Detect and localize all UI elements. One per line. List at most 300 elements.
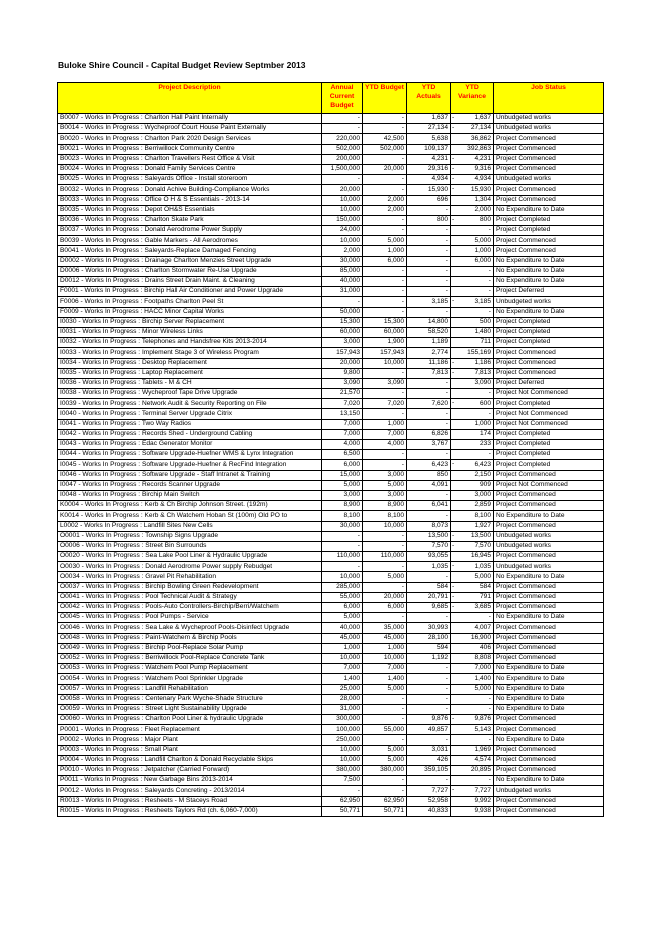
table-row: [58, 317, 604, 327]
table-row: [58, 674, 604, 684]
ytd-variance-cell: [451, 531, 494, 541]
variance-value: 791: [479, 593, 491, 601]
variance-value: 16,945: [470, 552, 491, 560]
project-description-cell: P0012 - Works In Progress : Saleyards Concreting - 2013/2014: [58, 786, 322, 796]
variance-value: 584: [479, 582, 491, 590]
table-row: [58, 776, 604, 786]
ytd-budget-cell: -: [363, 715, 407, 725]
project-description-cell: I0034 - Works In Progress : Desktop Replacement: [58, 358, 322, 368]
table-row: [58, 164, 604, 174]
annual-budget-cell: 20,000: [322, 358, 363, 368]
annual-budget-cell: 1,500,000: [322, 164, 363, 174]
ytd-variance-cell: [451, 674, 494, 684]
job-status-cell: Unbudgeted works: [494, 297, 604, 307]
ytd-variance-cell: [451, 623, 494, 633]
annual-budget-cell: 10,000: [322, 755, 363, 765]
project-description-cell: B0032 - Works In Progress : Donald Achive Building-Compliance Works: [58, 185, 322, 195]
table-row: [58, 266, 604, 276]
job-status-cell: No Expenditure to Date: [494, 704, 604, 714]
annual-budget-cell: 31,000: [322, 704, 363, 714]
ytd-budget-cell: -: [363, 175, 407, 185]
ytd-budget-cell: 7,020: [363, 399, 407, 409]
table-row: [58, 236, 604, 246]
job-status-cell: No Expenditure to Date: [494, 266, 604, 276]
ytd-budget-cell: 42,500: [363, 134, 407, 144]
annual-budget-cell: 10,000: [322, 236, 363, 246]
ytd-variance-cell: [451, 358, 494, 368]
ytd-budget-cell: 50,771: [363, 806, 407, 816]
variance-sign: -: [452, 185, 455, 193]
variance-value: 2,150: [474, 470, 491, 478]
ytd-actuals-cell: 58,520: [407, 327, 451, 337]
variance-value: 174: [479, 430, 491, 438]
job-status-cell: No Expenditure to Date: [494, 511, 604, 521]
project-description-cell: F0009 - Works In Progress : HACC Minor Capital Works: [58, 307, 322, 317]
project-description-cell: O0020 - Works In Progress : Sea Lake Pool Liner & Hydraulic Upgrade: [58, 552, 322, 562]
ytd-budget-cell: 7,000: [363, 429, 407, 439]
job-status-cell: Project Commenced: [494, 236, 604, 246]
job-status-cell: Project Commenced: [494, 185, 604, 195]
annual-budget-cell: 10,000: [322, 653, 363, 663]
ytd-variance-cell: [451, 735, 494, 745]
ytd-actuals-cell: -: [407, 389, 451, 399]
ytd-variance-cell: [451, 776, 494, 786]
annual-budget-cell: 157,943: [322, 348, 363, 358]
variance-value: 711: [480, 338, 491, 346]
table-row: [58, 358, 604, 368]
variance-value: 9,876: [474, 715, 491, 723]
project-description-cell: O0053 - Works In Progress : Watchem Pool Pump Replacement: [58, 664, 322, 674]
ytd-actuals-cell: -: [407, 776, 451, 786]
job-status-cell: No Expenditure to Date: [494, 256, 604, 266]
project-description-cell: O0059 - Works In Progress : Street Light Sustainability Upgrade: [58, 704, 322, 714]
job-status-cell: Unbudgeted works: [494, 562, 604, 572]
header-job-status: Job Status: [494, 83, 604, 114]
header-row: [58, 83, 604, 114]
job-status-cell: No Expenditure to Date: [494, 613, 604, 623]
project-description-cell: O0046 - Works In Progress : Sea Lake & Wycheproof Pools-Disinfect Upgrade: [58, 623, 322, 633]
job-status-cell: Project Not Commenced: [494, 389, 604, 399]
variance-value: 15,930: [470, 185, 491, 193]
table-row: [58, 541, 604, 551]
ytd-variance-cell: [451, 786, 494, 796]
job-status-cell: Project Commenced: [494, 603, 604, 613]
ytd-budget-cell: -: [363, 277, 407, 287]
project-description-cell: I0035 - Works In Progress : Laptop Replacement: [58, 368, 322, 378]
variance-value: 7,570: [474, 542, 491, 550]
ytd-budget-cell: -: [363, 215, 407, 225]
ytd-actuals-cell: 13,500: [407, 531, 451, 541]
variance-value: 5,000: [474, 684, 491, 692]
table-row: [58, 195, 604, 205]
variance-value: 5,000: [474, 572, 491, 580]
variance-value: 4,574: [474, 756, 491, 764]
annual-budget-cell: 7,000: [322, 429, 363, 439]
job-status-cell: Project Completed: [494, 338, 604, 348]
table-row: [58, 664, 604, 674]
project-description-cell: B0021 - Works In Progress : Berriwillock Community Centre: [58, 144, 322, 154]
variance-value: 1,637: [474, 114, 491, 122]
annual-budget-cell: 15,000: [322, 470, 363, 480]
annual-budget-cell: 10,000: [322, 572, 363, 582]
job-status-cell: Unbudgeted works: [494, 531, 604, 541]
variance-value: 5,000: [474, 236, 491, 244]
job-status-cell: Project Commenced: [494, 552, 604, 562]
ytd-variance-cell: [451, 643, 494, 653]
job-status-cell: Project Commenced: [494, 806, 604, 816]
ytd-budget-cell: -: [363, 450, 407, 460]
variance-value: 1,186: [474, 358, 491, 366]
annual-budget-cell: 250,000: [322, 735, 363, 745]
ytd-variance-cell: [451, 307, 494, 317]
project-description-cell: B0025 - Works In Progress : Saleyards Office - Install storeroom: [58, 175, 322, 185]
ytd-variance-cell: [451, 450, 494, 460]
project-description-cell: B0020 - Works In Progress : Charlton Park 2020 Design Services: [58, 134, 322, 144]
project-description-cell: O0034 - Works In Progress : Gravel Pit Rehabilitation: [58, 572, 322, 582]
annual-budget-cell: 3,000: [322, 338, 363, 348]
variance-value: 392,863: [467, 144, 491, 152]
ytd-variance-cell: [451, 745, 494, 755]
ytd-budget-cell: -: [363, 114, 407, 124]
ytd-budget-cell: 62,950: [363, 796, 407, 806]
table-row: [58, 144, 604, 154]
job-status-cell: Unbudgeted works: [494, 124, 604, 134]
table-row: [58, 715, 604, 725]
ytd-actuals-cell: 4,091: [407, 480, 451, 490]
annual-budget-cell: -: [322, 541, 363, 551]
ytd-budget-cell: 5,000: [363, 684, 407, 694]
ytd-variance-cell: [451, 490, 494, 500]
variance-value: 16,900: [470, 633, 491, 641]
ytd-budget-cell: -: [363, 287, 407, 297]
variance-value: 2,859: [474, 501, 491, 509]
ytd-variance-cell: [451, 521, 494, 531]
job-status-cell: No Expenditure to Date: [494, 664, 604, 674]
job-status-cell: Project Commenced: [494, 358, 604, 368]
table-row: [58, 796, 604, 806]
table-row: [58, 399, 604, 409]
annual-budget-cell: 10,000: [322, 205, 363, 215]
ytd-budget-cell: 8,900: [363, 501, 407, 511]
ytd-variance-cell: [451, 246, 494, 256]
ytd-actuals-cell: -: [407, 307, 451, 317]
header-ytd-actuals: YTD Actuals: [407, 83, 451, 114]
table-row: [58, 786, 604, 796]
ytd-variance-cell: [451, 134, 494, 144]
table-row: [58, 704, 604, 714]
ytd-budget-cell: 8,100: [363, 511, 407, 521]
table-row: [58, 389, 604, 399]
annual-budget-cell: -: [322, 531, 363, 541]
variance-value: 9,316: [474, 165, 491, 173]
header-ytd-budget: YTD Budget: [363, 83, 407, 114]
ytd-variance-cell: [451, 501, 494, 511]
ytd-variance-cell: [451, 633, 494, 643]
annual-budget-cell: 20,000: [322, 185, 363, 195]
annual-budget-cell: -: [322, 114, 363, 124]
table-row: [58, 429, 604, 439]
annual-budget-cell: 7,000: [322, 419, 363, 429]
ytd-budget-cell: 35,000: [363, 623, 407, 633]
annual-budget-cell: -: [322, 175, 363, 185]
ytd-actuals-cell: 1,637: [407, 114, 451, 124]
annual-budget-cell: 6,000: [322, 603, 363, 613]
ytd-budget-cell: -: [363, 735, 407, 745]
table-row: [58, 766, 604, 776]
table-row: [58, 470, 604, 480]
project-description-cell: O0052 - Works In Progress : Berriwillock Pool-Replace Concrete Tank: [58, 653, 322, 663]
ytd-variance-cell: [451, 195, 494, 205]
annual-budget-cell: 24,000: [322, 226, 363, 236]
ytd-actuals-cell: 93,055: [407, 552, 451, 562]
job-status-cell: No Expenditure to Date: [494, 205, 604, 215]
table-row: [58, 684, 604, 694]
table-row: [58, 552, 604, 562]
ytd-actuals-cell: -: [407, 287, 451, 297]
annual-budget-cell: 6,500: [322, 450, 363, 460]
ytd-budget-cell: -: [363, 124, 407, 134]
ytd-variance-cell: [451, 114, 494, 124]
ytd-variance-cell: [451, 766, 494, 776]
ytd-actuals-cell: 7,620: [407, 399, 451, 409]
variance-value: 36,862: [470, 134, 491, 142]
variance-value: -: [488, 705, 491, 713]
project-description-cell: O0045 - Works In Progress : Pool Pumps - Service: [58, 613, 322, 623]
ytd-budget-cell: -: [363, 307, 407, 317]
ytd-variance-cell: [451, 175, 494, 185]
job-status-cell: Unbudgeted works: [494, 541, 604, 551]
table-row: [58, 175, 604, 185]
ytd-actuals-cell: 3,185: [407, 297, 451, 307]
variance-value: 1,000: [474, 246, 491, 254]
table-row: [58, 226, 604, 236]
job-status-cell: Unbudgeted works: [494, 175, 604, 185]
project-description-cell: I0033 - Works In Progress : Implement Stage 3 of Wireless Program: [58, 348, 322, 358]
ytd-actuals-cell: 6,423: [407, 460, 451, 470]
annual-budget-cell: 100,000: [322, 725, 363, 735]
variance-value: 1,969: [474, 745, 491, 753]
ytd-budget-cell: 6,000: [363, 603, 407, 613]
project-description-cell: P0002 - Works In Progress : Major Plant: [58, 735, 322, 745]
project-description-cell: B0041 - Works In Progress : Saleyards-Replace Damaged Fencing: [58, 246, 322, 256]
table-row: [58, 327, 604, 337]
ytd-variance-cell: [451, 603, 494, 613]
ytd-variance-cell: [451, 226, 494, 236]
variance-value: -: [488, 450, 491, 458]
annual-budget-cell: 5,000: [322, 613, 363, 623]
project-description-cell: B0007 - Works In Progress : Charlton Hall Paint Internally: [58, 114, 322, 124]
project-description-cell: B0014 - Works In Progress : Wycheproof Court House Paint Externally: [58, 124, 322, 134]
ytd-actuals-cell: -: [407, 572, 451, 582]
annual-budget-cell: 2,000: [322, 246, 363, 256]
table-row: [58, 501, 604, 511]
ytd-actuals-cell: 1,189: [407, 338, 451, 348]
ytd-variance-cell: [451, 480, 494, 490]
table-row: [58, 460, 604, 470]
job-status-cell: No Expenditure to Date: [494, 776, 604, 786]
table-row: [58, 307, 604, 317]
variance-value: 4,934: [474, 175, 491, 183]
ytd-variance-cell: [451, 419, 494, 429]
project-description-cell: B0037 - Works In Progress : Donald Aerodrome Power Supply: [58, 226, 322, 236]
ytd-budget-cell: 3,000: [363, 470, 407, 480]
ytd-variance-cell: [451, 368, 494, 378]
annual-budget-cell: 28,000: [322, 694, 363, 704]
ytd-variance-cell: [451, 236, 494, 246]
project-description-cell: P0011 - Works In Progress : New Garbage Bins 2013-2014: [58, 776, 322, 786]
project-description-cell: P0010 - Works In Progress : Jetpatcher (Carried Forward): [58, 766, 322, 776]
project-description-cell: B0039 - Works In Progress : Gable Markers - All Aerodromes: [58, 236, 322, 246]
project-description-cell: B0036 - Works In Progress : Charlton Skate Park: [58, 215, 322, 225]
ytd-budget-cell: -: [363, 582, 407, 592]
table-row: [58, 154, 604, 164]
ytd-actuals-cell: 20,791: [407, 592, 451, 602]
ytd-actuals-cell: 49,857: [407, 725, 451, 735]
job-status-cell: Project Commenced: [494, 715, 604, 725]
ytd-actuals-cell: 1,035: [407, 562, 451, 572]
ytd-actuals-cell: -: [407, 735, 451, 745]
project-description-cell: I0046 - Works In Progress : Software Upgrade - Staff Intranet & Training: [58, 470, 322, 480]
table-row: [58, 745, 604, 755]
annual-budget-cell: 110,000: [322, 552, 363, 562]
header-annual-current-budget: Annual Current Budget: [322, 83, 363, 114]
table-row: [58, 409, 604, 419]
ytd-actuals-cell: 800: [407, 215, 451, 225]
variance-value: 8,808: [474, 654, 491, 662]
job-status-cell: Project Commenced: [494, 470, 604, 480]
ytd-variance-cell: [451, 338, 494, 348]
annual-budget-cell: 200,000: [322, 154, 363, 164]
job-status-cell: Project Commenced: [494, 490, 604, 500]
variance-value: 233: [479, 440, 491, 448]
ytd-budget-cell: 380,000: [363, 766, 407, 776]
job-status-cell: Project Commenced: [494, 521, 604, 531]
variance-sign: -: [452, 164, 455, 172]
annual-budget-cell: 7,500: [322, 776, 363, 786]
project-description-cell: I0042 - Works In Progress : Records Shed - Underground Cabling: [58, 429, 322, 439]
ytd-actuals-cell: 52,958: [407, 796, 451, 806]
table-row: [58, 419, 604, 429]
ytd-variance-cell: [451, 429, 494, 439]
annual-budget-cell: 502,000: [322, 144, 363, 154]
ytd-budget-cell: -: [363, 613, 407, 623]
annual-budget-cell: 1,400: [322, 674, 363, 684]
ytd-budget-cell: 6,000: [363, 256, 407, 266]
annual-budget-cell: 60,000: [322, 327, 363, 337]
ytd-budget-cell: 5,000: [363, 755, 407, 765]
table-row: [58, 246, 604, 256]
annual-budget-cell: 45,000: [322, 633, 363, 643]
ytd-budget-cell: 1,400: [363, 674, 407, 684]
project-description-cell: F0006 - Works In Progress : Footpaths Charlton Peel St: [58, 297, 322, 307]
ytd-budget-cell: -: [363, 368, 407, 378]
variance-value: -: [488, 735, 491, 743]
job-status-cell: Project Deferred: [494, 378, 604, 388]
ytd-budget-cell: 15,300: [363, 317, 407, 327]
ytd-actuals-cell: -: [407, 684, 451, 694]
annual-budget-cell: 50,771: [322, 806, 363, 816]
annual-budget-cell: 7,020: [322, 399, 363, 409]
variance-sign: -: [452, 399, 455, 407]
table-row: [58, 287, 604, 297]
ytd-variance-cell: [451, 124, 494, 134]
annual-budget-cell: -: [322, 786, 363, 796]
table-row: [58, 368, 604, 378]
annual-budget-cell: 1,000: [322, 643, 363, 653]
annual-budget-cell: 3,090: [322, 378, 363, 388]
table-row: [58, 694, 604, 704]
variance-sign: -: [452, 297, 455, 305]
ytd-budget-cell: 1,900: [363, 338, 407, 348]
ytd-variance-cell: [451, 541, 494, 551]
ytd-budget-cell: 5,000: [363, 572, 407, 582]
ytd-variance-cell: [451, 154, 494, 164]
ytd-actuals-cell: 9,685: [407, 603, 451, 613]
job-status-cell: Project Completed: [494, 399, 604, 409]
job-status-cell: Project Commenced: [494, 653, 604, 663]
table-row: [58, 205, 604, 215]
ytd-actuals-cell: -: [407, 674, 451, 684]
variance-value: -: [488, 613, 491, 621]
variance-sign: -: [452, 531, 455, 539]
job-status-cell: Project Deferred: [494, 287, 604, 297]
ytd-actuals-cell: 15,930: [407, 185, 451, 195]
job-status-cell: Project Commenced: [494, 195, 604, 205]
project-description-cell: P0004 - Works In Progress : Landfill Charlton & Donald Recyclable Skips: [58, 755, 322, 765]
project-description-cell: R0015 - Works In Progress : Resheets Taylors Rd (ch. 6,060-7,000): [58, 806, 322, 816]
ytd-actuals-cell: -: [407, 664, 451, 674]
ytd-variance-cell: [451, 409, 494, 419]
project-description-cell: I0031 - Works In Progress : Minor Wireless Links: [58, 327, 322, 337]
ytd-budget-cell: -: [363, 154, 407, 164]
ytd-variance-cell: [451, 277, 494, 287]
job-status-cell: Project Not Commenced: [494, 409, 604, 419]
ytd-actuals-cell: 359,105: [407, 766, 451, 776]
ytd-budget-cell: 10,000: [363, 358, 407, 368]
project-description-cell: O0060 - Works In Progress : Charlton Pool Liner & hydraulic Upgrade: [58, 715, 322, 725]
ytd-variance-cell: [451, 470, 494, 480]
variance-value: 20,895: [470, 766, 491, 774]
ytd-actuals-cell: 1,192: [407, 653, 451, 663]
job-status-cell: Project Commenced: [494, 134, 604, 144]
job-status-cell: No Expenditure to Date: [494, 735, 604, 745]
annual-budget-cell: 220,000: [322, 134, 363, 144]
ytd-actuals-cell: -: [407, 511, 451, 521]
job-status-cell: Project Commenced: [494, 144, 604, 154]
ytd-actuals-cell: 3,031: [407, 745, 451, 755]
variance-value: 1,000: [474, 419, 491, 427]
ytd-variance-cell: [451, 725, 494, 735]
ytd-budget-cell: 10,000: [363, 521, 407, 531]
ytd-budget-cell: 55,000: [363, 725, 407, 735]
annual-budget-cell: 380,000: [322, 766, 363, 776]
ytd-budget-cell: -: [363, 266, 407, 276]
ytd-budget-cell: 45,000: [363, 633, 407, 643]
variance-value: 500: [479, 318, 491, 326]
project-description-cell: K0014 - Works In Progress : Kerb & Ch Watchem Hoban St (100m) Old PO to: [58, 511, 322, 521]
ytd-actuals-cell: -: [407, 226, 451, 236]
ytd-budget-cell: -: [363, 297, 407, 307]
ytd-budget-cell: 157,943: [363, 348, 407, 358]
ytd-actuals-cell: 7,813: [407, 368, 451, 378]
variance-value: 1,927: [474, 521, 491, 529]
ytd-variance-cell: [451, 399, 494, 409]
ytd-budget-cell: 1,000: [363, 419, 407, 429]
variance-sign: -: [452, 460, 455, 468]
ytd-actuals-cell: -: [407, 256, 451, 266]
ytd-variance-cell: [451, 664, 494, 674]
ytd-actuals-cell: -: [407, 409, 451, 419]
